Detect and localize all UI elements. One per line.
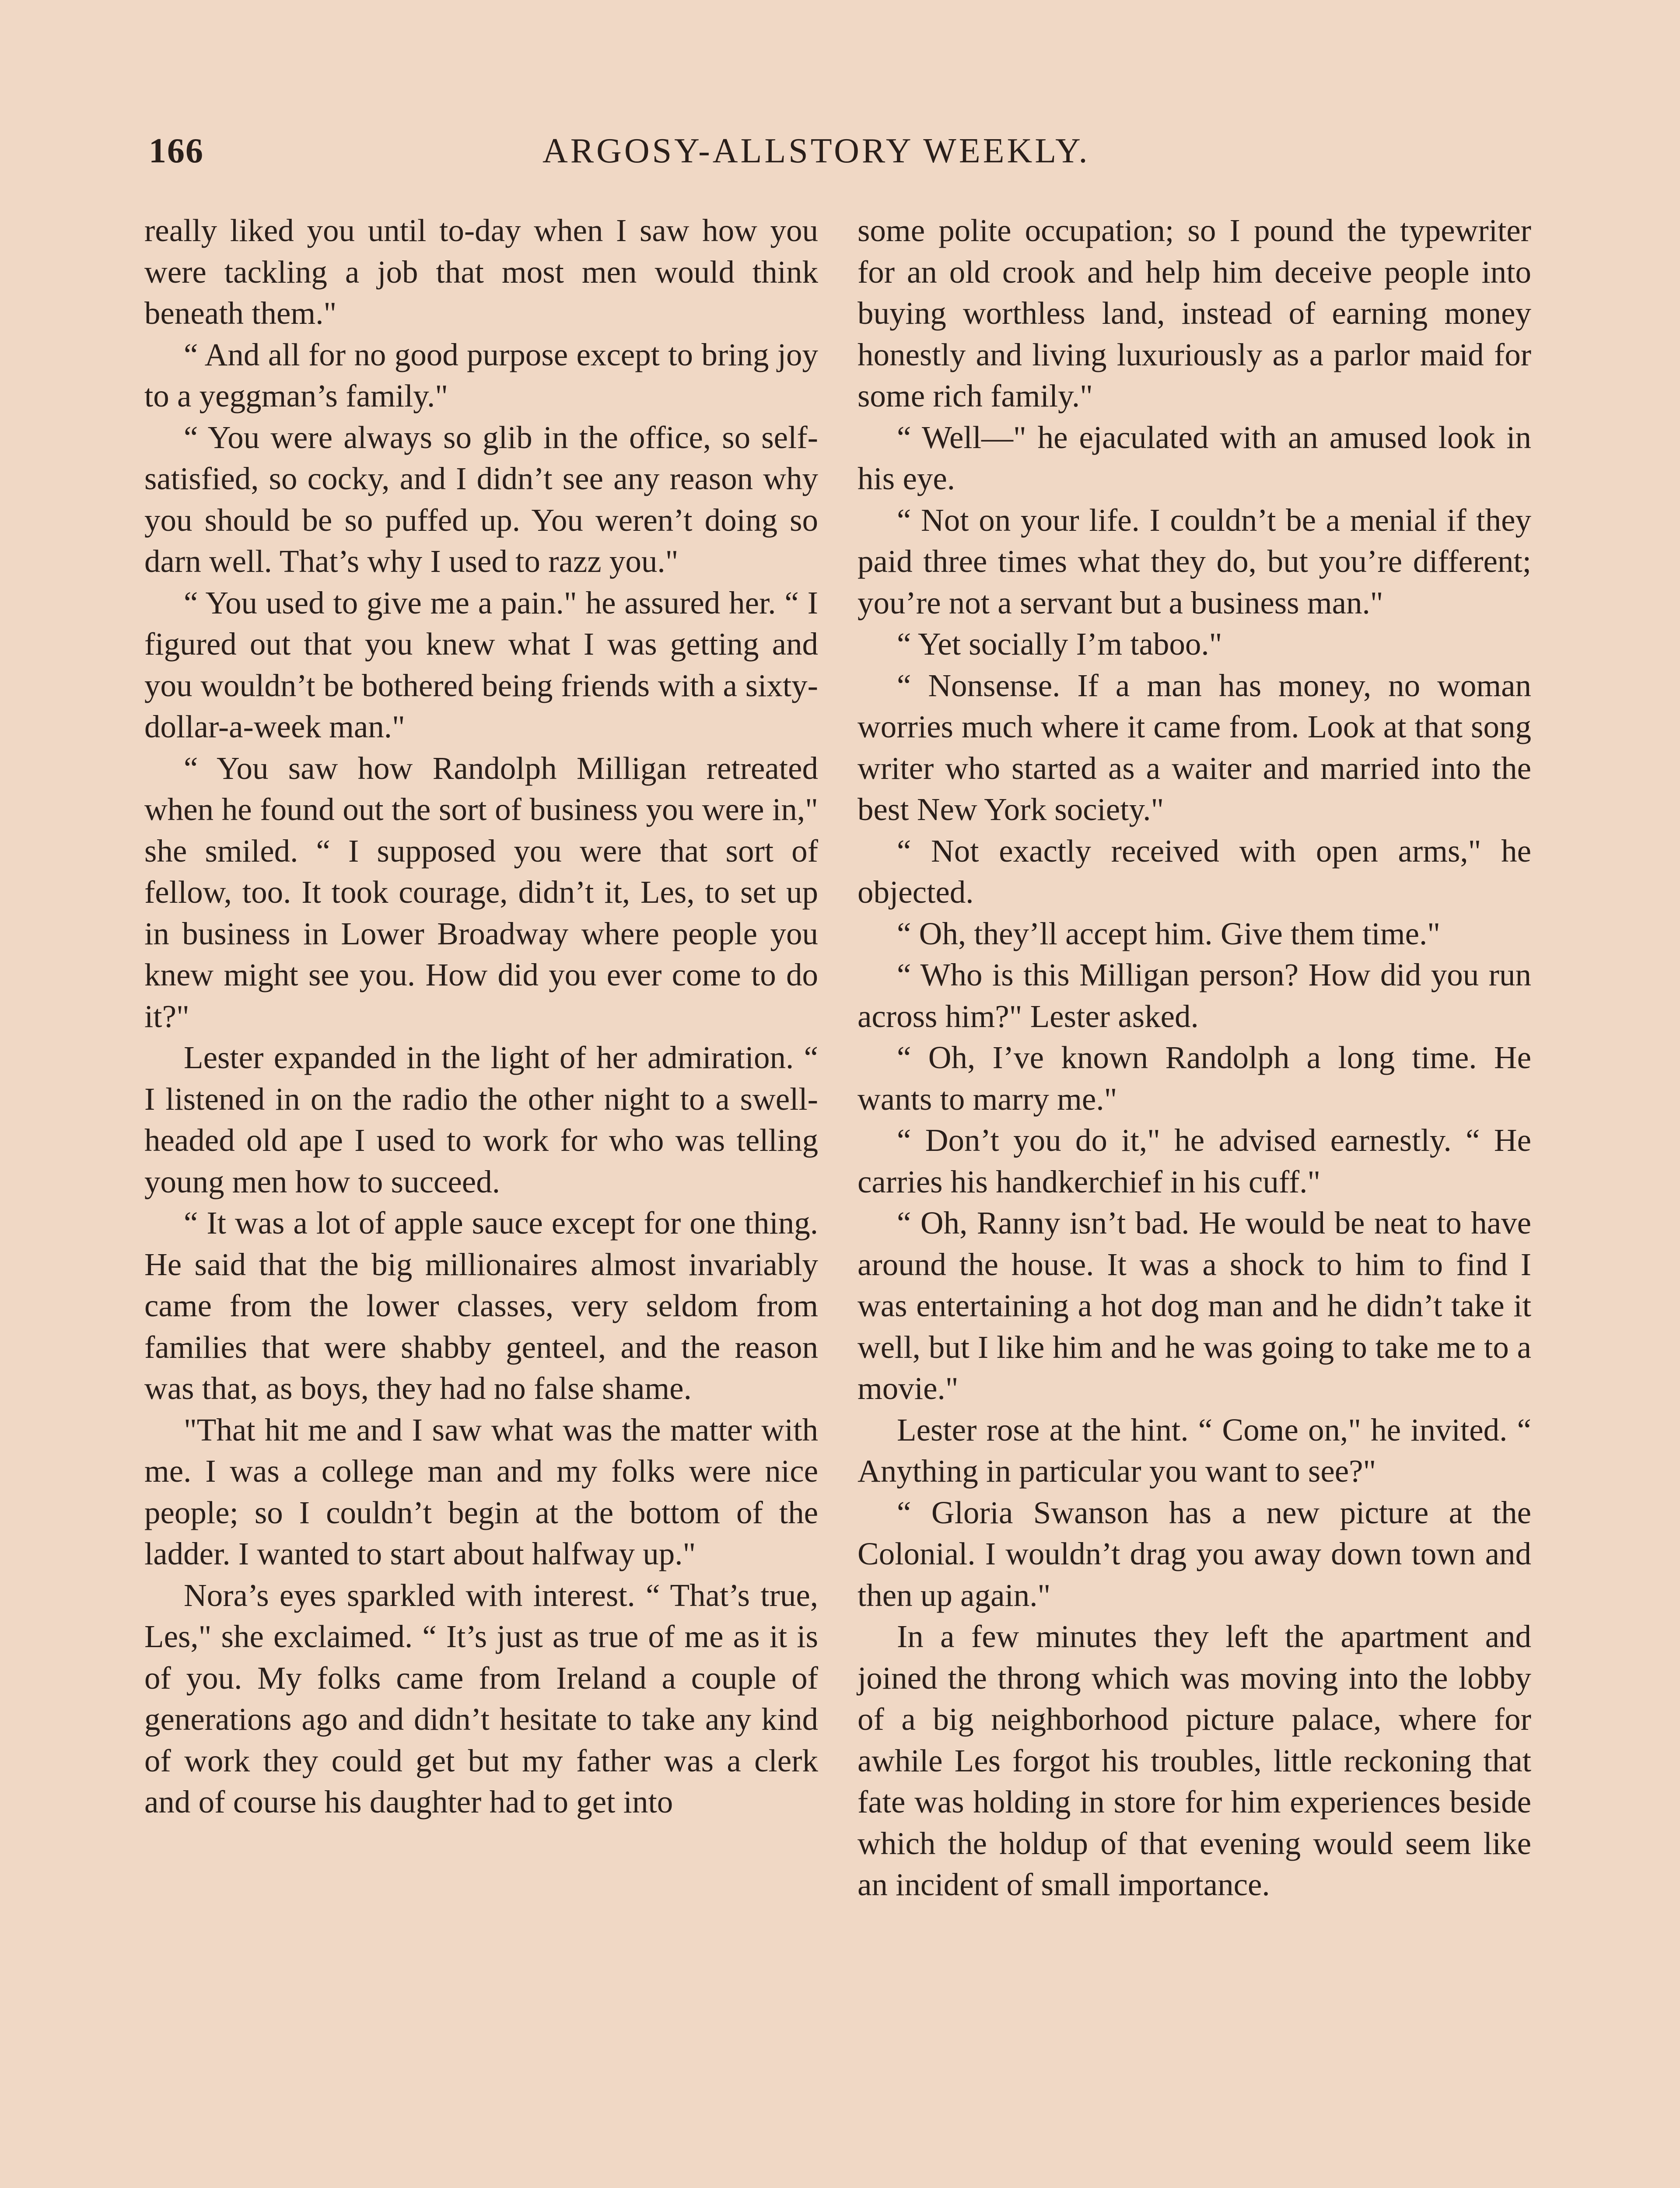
- paragraph: “ You saw how Randolph Milligan retreated when he found out the sort of business you were in," she smiled. “ I supposed you were that sort of fellow, too. It took courage, didn’t it, Les, to set up in business in Lower Broadway where people you knew might see you. How did you ever come to do it?": [144, 750, 818, 1034]
- paragraph: really liked you until to-day when I saw how you were tackling a job that most men would think beneath them.": [144, 213, 818, 331]
- paragraph: Nora’s eyes sparkled with interest. “ That’s true, Les," she exclaimed. “ It’s just as true of me as it is of you. My folks came from Ireland a couple of generations ago and didn’t hesitate to take any kind of work they could get but my father was a clerk and of course his daughter had to get into: [144, 1577, 818, 1820]
- paragraph: “ Not exactly received with open arms," he objected.: [858, 833, 1531, 910]
- paragraph: some polite occupation; so I pound the typewriter for an old crook and help him deceive people into buying worthless land, instead of earning money honestly and living luxuriously as a parlor maid for some rich family.": [858, 213, 1531, 414]
- paragraph: “ Oh, Ranny isn’t bad. He would be neat to have around the house. It was a shock to him to find I was entertaining a hot dog man and he didn’t take it well, but I like him and he was going to take me to a movie.": [858, 1205, 1531, 1406]
- running-head: ARGOSY-ALLSTORY WEEKLY.: [542, 132, 1090, 170]
- paragraph: In a few minutes they left the apartment and joined the throng which was moving into the lobby of a big neighborhood picture palace, where for awhile Les forgot his troubles, little reckoning that fate was holding in store for him experiences beside which the holdup of that evening would seem like an incident of small importance.: [858, 1619, 1531, 1902]
- paragraph: “ You were always so glib in the office, so self-satisfied, so cocky, and I didn’t see any reason why you should be so puffed up. You weren’t doing so darn well. That’s why I used to razz you.": [144, 419, 818, 579]
- right-column: [858, 210, 1531, 1906]
- paragraph: “ You used to give me a pain." he assured her. “ I figured out that you knew what I was getting and you wouldn’t be bothered being friends with a sixty-dollar-a-week man.": [144, 585, 818, 744]
- paragraph: “ Who is this Milligan person? How did you run across him?" Lester asked.: [858, 957, 1531, 1034]
- paragraph: “ It was a lot of apple sauce except for one thing. He said that the big millionaires almost invariably came from the lower classes, very seldom from families that were shabby genteel, and the reason was that, as boys, they had no false shame.: [144, 1205, 818, 1406]
- paragraph: Lester expanded in the light of her admiration. “ I listened in on the radio the other night to a swell-headed old ape I used to work for who was telling young men how to succeed.: [144, 1040, 818, 1199]
- paragraph: “ Well—" he ejaculated with an amused look in his eye.: [858, 419, 1531, 496]
- paragraph: “ Oh, they’ll accept him. Give them time.": [897, 915, 1441, 951]
- paragraph: “ Gloria Swanson has a new picture at the Colonial. I wouldn’t drag you away down town and then up again.": [858, 1494, 1531, 1613]
- paragraph: “ Nonsense. If a man has money, no woman worries much where it came from. Look at that song writer who started as a waiter and married into the best New York society.": [858, 667, 1531, 827]
- paragraph: “ Not on your life. I couldn’t be a menial if they paid three times what they do, but you’re different; you’re not a servant but a business man.": [858, 502, 1531, 621]
- paragraph: “ Don’t you do it," he advised earnestly. “ He carries his handkerchief in his cuff.": [858, 1122, 1531, 1199]
- paragraph: “ Oh, I’ve known Randolph a long time. He wants to marry me.": [858, 1040, 1531, 1117]
- paragraph: Lester rose at the hint. “ Come on," he invited. “ Anything in particular you want to see?": [858, 1412, 1531, 1489]
- paragraph: “ And all for no good purpose except to bring joy to a yeggman’s family.": [144, 337, 818, 414]
- left-column: [144, 210, 818, 1823]
- page-number: 166: [149, 132, 204, 170]
- paragraph: "That hit me and I saw what was the matter with me. I was a college man and my folks were nice people; so I couldn’t begin at the bottom of the ladder. I wanted to start about halfway up.": [144, 1412, 818, 1571]
- paragraph: “ Yet socially I’m taboo.": [897, 626, 1222, 662]
